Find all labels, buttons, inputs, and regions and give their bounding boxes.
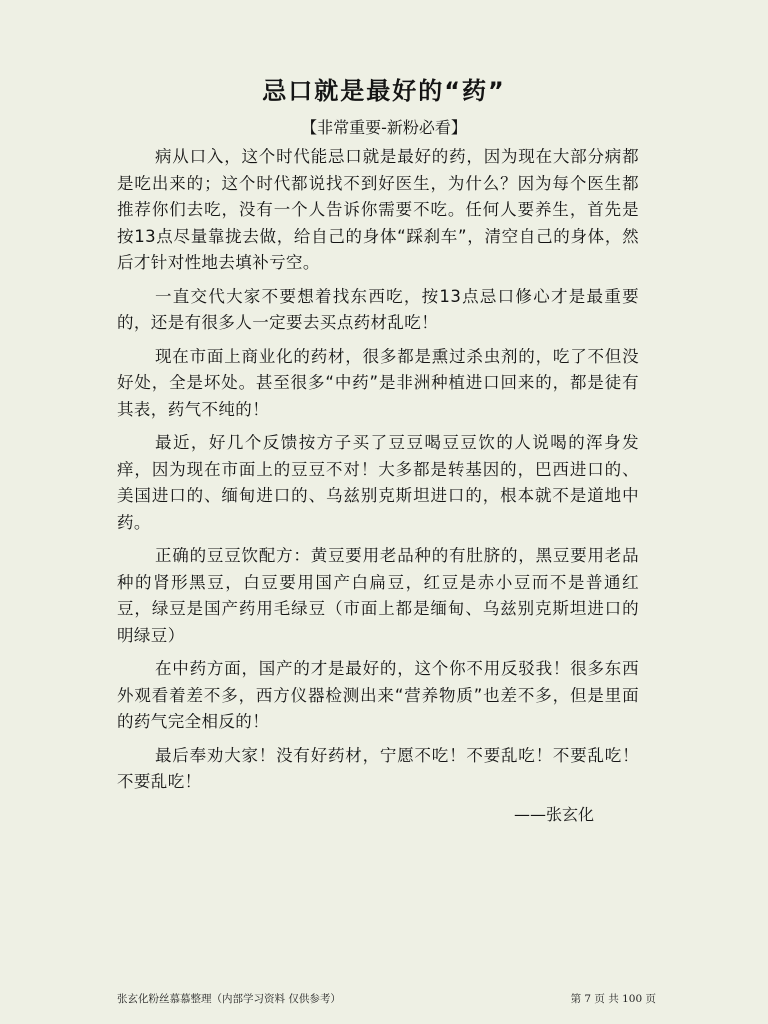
paragraph-5: 正确的豆豆饮配方：黄豆要用老品种的有肚脐的，黑豆要用老品种的肾形黑豆，白豆要用国产白扁豆，红豆是赤小豆而不是普通红豆，绿豆是国产药用毛绿豆（市面上都是缅甸、乌兹别克斯坦进口的明绿豆） [117,546,639,645]
page-number: 第 7 页 共 100 页 [570,993,656,1005]
paragraph-7: 最后奉劝大家！没有好药材，宁愿不吃！不要乱吃！不要乱吃！不要乱吃！ [117,745,639,791]
paragraph-1: 病从口入，这个时代能忌口就是最好的药，因为现在大部分病都是吃出来的；这个时代都说找不到好医生，为什么？因为每个医生都推荐你们去吃，没有一个人告诉你需要不吃。任何人要养生，首先是按13点尽量靠拢去做，给自己的身体“踩刹车”，清空自己的身体，然后才针对性地去填补亏空。 [117,147,639,272]
signature: ——张玄化 [513,805,594,824]
document-body [117,144,639,803]
footer-source: 张玄化粉丝慕慕整理（内部学习资料 仅供参考） [117,993,341,1005]
page-subtitle: 【非常重要-新粉必看】 [301,118,467,137]
paragraph-2: 一直交代大家不要想着找东西吃，按13点忌口修心才是最重要的，还是有很多人一定要去买点药材乱吃！ [117,286,639,332]
page-title: 忌口就是最好的“药” [262,77,506,105]
paragraph-3: 现在市面上商业化的药材，很多都是熏过杀虫剂的，吃了不但没好处，全是坏处。甚至很多“中药”是非洲种植进口回来的，都是徒有其表，药气不纯的！ [117,346,639,419]
paragraph-4: 最近，好几个反馈按方子买了豆豆喝豆豆饮的人说喝的浑身发痒，因为现在市面上的豆豆不对！大多都是转基因的，巴西进口的、美国进口的、缅甸进口的、乌兹别克斯坦进口的，根本就不是道地中药。 [117,433,639,532]
paragraph-6: 在中药方面，国产的才是最好的，这个你不用反驳我！很多东西外观看着差不多，西方仪器检测出来“营养物质”也差不多，但是里面的药气完全相反的！ [117,659,639,731]
